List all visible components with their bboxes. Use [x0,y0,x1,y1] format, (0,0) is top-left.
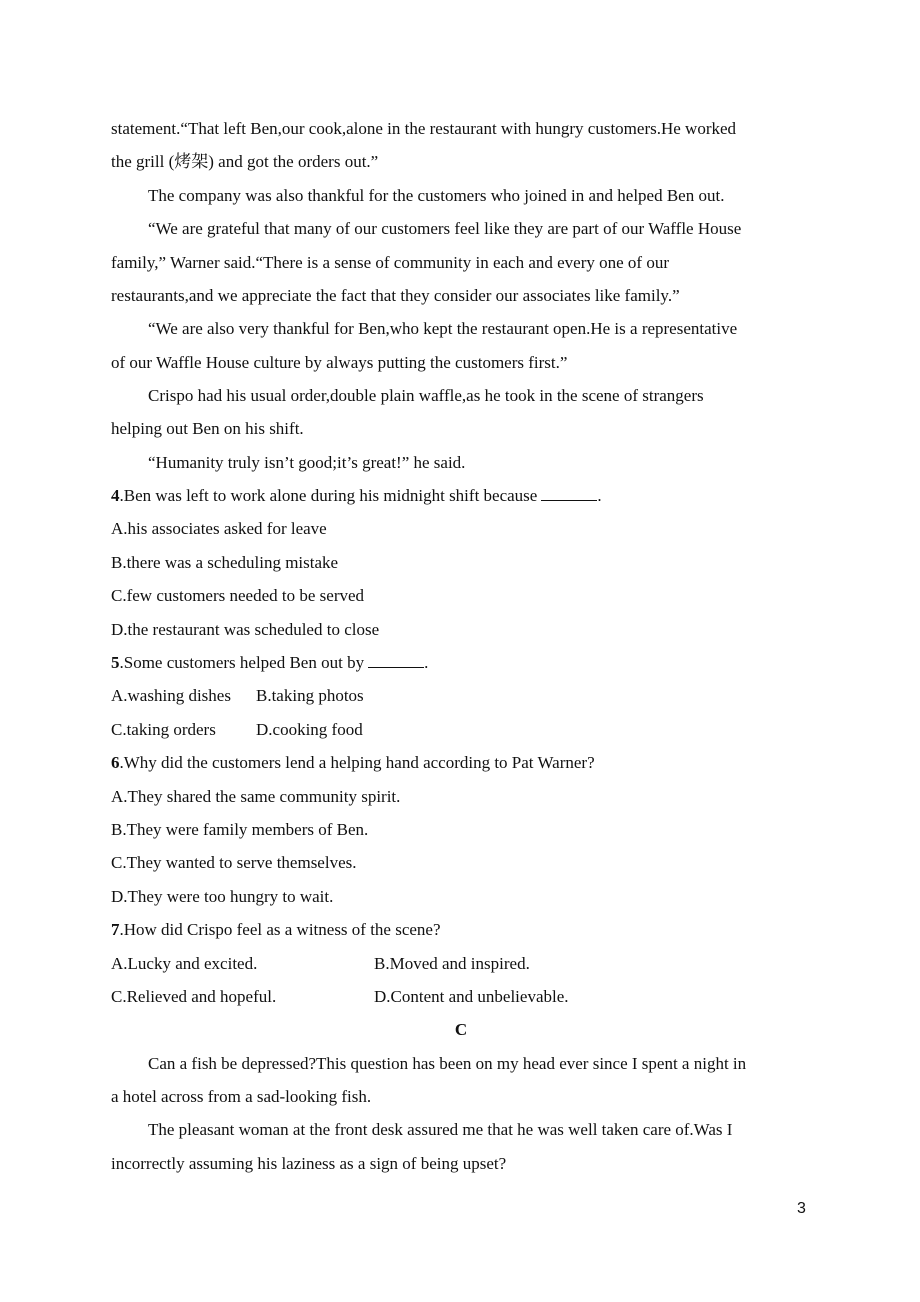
option-a: A.his associates asked for leave [111,519,327,538]
option-c: C.Relieved and hopeful. [111,987,277,1006]
text-line: family,” Warner said.“There is a sense of community in each and every one of our [111,253,670,272]
text-line: “We are grateful that many of our customers feel like they are part of our Waffle House [148,219,742,238]
text-line: “We are also very thankful for Ben,who kept the restaurant open.He is a representative [148,319,738,338]
option-a: A.Lucky and excited. [111,954,258,973]
question-number: 7 [111,920,120,939]
option-a: A.washing dishes [111,686,231,705]
question-6-stem [111,746,595,779]
text-line: a hotel across from a sad-looking fish. [111,1087,372,1106]
option-row [111,947,811,980]
option-d: D.Content and unbelievable. [374,987,569,1006]
text-line: The pleasant woman at the front desk assured me that he was well taken care of.Was I [148,1120,733,1139]
question-text: .Ben was left to work alone during his midnight shift because [119,486,538,505]
text-line: Can a fish be depressed?This question has been on my head ever since I spent a night in [148,1054,747,1073]
option-b: B.Moved and inspired. [374,954,530,973]
text-line: statement.“That left Ben,our cook,alone in the restaurant with hungry customers.He worked [111,119,737,138]
text-line: helping out Ben on his shift. [111,419,304,438]
text-line: “Humanity truly isn’t good;it’s great!” he said. [148,453,466,472]
text-line: The company was also thankful for the customers who joined in and helped Ben out. [148,186,725,205]
question-7-stem [111,913,441,946]
question-4-stem [111,479,602,512]
option-d: D.cooking food [256,720,363,739]
option-row [111,679,364,712]
question-number: 6 [111,753,120,772]
option-d: D.They were too hungry to wait. [111,887,334,906]
option-b: B.there was a scheduling mistake [111,553,339,572]
page-number: 3 [797,1200,806,1217]
option-row [111,980,811,1013]
answer-blank [368,653,424,668]
question-number: 4 [111,486,120,505]
text-line: the grill (烤架) and got the orders out.” [111,152,379,171]
question-number: 5 [111,653,120,672]
text-line: incorrectly assuming his laziness as a sign of being upset? [111,1154,507,1173]
option-row [111,713,363,746]
question-text: .Some customers helped Ben out by [119,653,365,672]
question-end: . [424,653,429,672]
answer-blank [541,486,597,501]
text-line: restaurants,and we appreciate the fact that they consider our associates like family.” [111,286,680,305]
question-5-stem [111,646,428,679]
option-a: A.They shared the same community spirit. [111,787,401,806]
option-d: D.the restaurant was scheduled to close [111,620,380,639]
section-heading: C [454,1020,468,1039]
question-text: .Why did the customers lend a helping hand according to Pat Warner? [119,753,595,772]
text-line: of our Waffle House culture by always putting the customers first.” [111,353,568,372]
option-c: C.few customers needed to be served [111,586,365,605]
question-end: . [597,486,602,505]
text-line: Crispo had his usual order,double plain waffle,as he took in the scene of strangers [148,386,704,405]
option-b: B.They were family members of Ben. [111,820,369,839]
question-text: .How did Crispo feel as a witness of the scene? [119,920,441,939]
option-c: C.taking orders [111,720,216,739]
option-b: B.taking photos [256,686,364,705]
option-c: C.They wanted to serve themselves. [111,853,357,872]
